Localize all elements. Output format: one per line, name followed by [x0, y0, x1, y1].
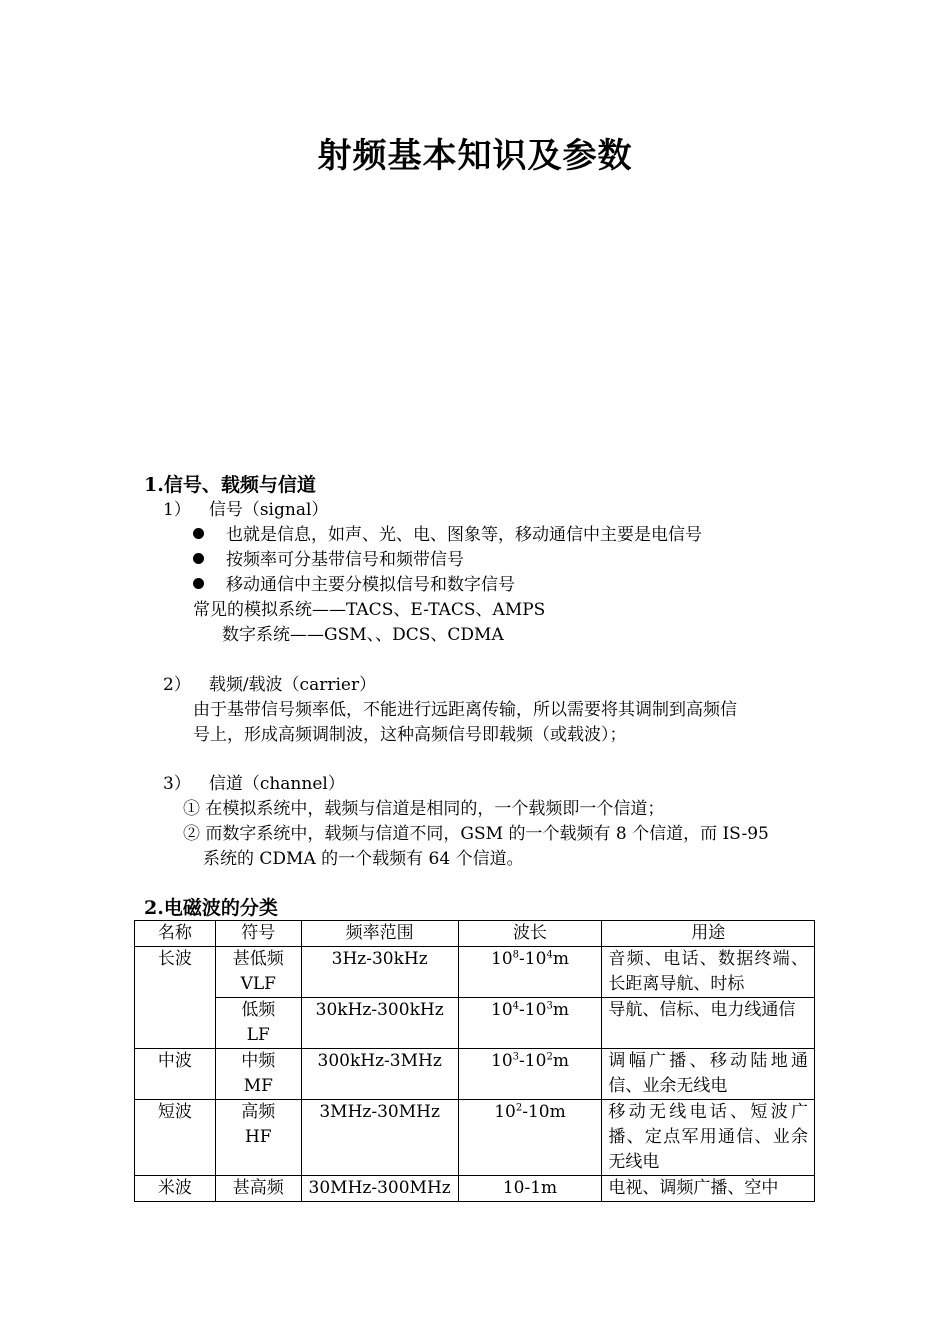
usage-cell: 音频、电话、数据终端、长距离导航、时标: [602, 947, 815, 998]
section1-heading: 1.信号、载频与信道: [144, 474, 316, 496]
item3-label: 信道（channel）: [208, 774, 345, 794]
table-row: [135, 1100, 815, 1176]
item2-heading: [163, 674, 376, 696]
section2-heading: 2.电磁波的分类: [144, 897, 278, 919]
frequency-cell: 3MHz-30MHz: [301, 1100, 458, 1176]
usage-cell: 导航、信标、电力线通信: [602, 998, 815, 1049]
item2-text-line: 号上，形成高频调制波，这种高频信号即载频（或载波）；: [193, 725, 627, 745]
table-row: [135, 1176, 815, 1202]
symbol-cell: 高频 HF: [215, 1100, 301, 1176]
bullet-item: [193, 524, 702, 546]
wave-classification-table: [134, 920, 815, 1202]
bullet-icon: [193, 528, 204, 539]
frequency-cell: 300kHz-3MHz: [301, 1049, 458, 1100]
symbol-cell: 中频 MF: [215, 1049, 301, 1100]
item1-label: 信号（signal）: [208, 500, 329, 520]
table-header-row: [135, 921, 815, 947]
item3-point-continued: 系统的 CDMA 的一个载频有 64 个信道。: [203, 849, 524, 869]
digital-systems-line: 数字系统——GSM、、DCS、CDMA: [222, 625, 504, 645]
wavelength-cell: $10^2-10m$: [458, 1100, 602, 1176]
usage-cell: 电视、调频广播、空中: [602, 1176, 815, 1202]
frequency-cell: 3Hz-30kHz: [301, 947, 458, 998]
bullet-icon: [193, 553, 204, 564]
frequency-cell: 30kHz-300kHz: [301, 998, 458, 1049]
column-header: 波长: [458, 921, 602, 947]
usage-cell: 移动无线电话、短波广播、定点军用通信、业余无线电: [602, 1100, 815, 1176]
frequency-cell: 30MHz-300MHz: [301, 1176, 458, 1202]
band-name-cell: 米波: [135, 1176, 216, 1202]
symbol-cell: 低频 LF: [215, 998, 301, 1049]
bullet-text: 也就是信息，如声、光、电、图象等，移动通信中主要是电信号: [226, 525, 702, 545]
item3-point: ① 在模拟系统中，载频与信道是相同的，一个载频即一个信道；: [183, 799, 665, 819]
bullet-text: 按频率可分基带信号和频带信号: [226, 550, 464, 570]
item3-number: 3）: [163, 774, 191, 794]
usage-cell: 调幅广播、移动陆地通信、业余无线电: [602, 1049, 815, 1100]
bullet-icon: [193, 578, 204, 589]
column-header: 名称: [135, 921, 216, 947]
table-row: [135, 1049, 815, 1100]
bullet-item: [193, 549, 464, 571]
symbol-cell: 甚高频: [215, 1176, 301, 1202]
item2-number: 2）: [163, 675, 191, 695]
wavelength-cell: 10-1m: [458, 1176, 602, 1202]
bullet-text: 移动通信中主要分模拟信号和数字信号: [226, 575, 515, 595]
item1-heading: [163, 499, 328, 521]
item2-label: 载频/载波（carrier）: [208, 675, 377, 695]
table-row: [135, 998, 815, 1049]
table-row: [135, 947, 815, 998]
item3-heading: [163, 773, 345, 795]
wavelength-cell: $10^8-10^4m$: [458, 947, 602, 998]
band-name-cell: 长波: [135, 947, 216, 1049]
page-title: 射频基本知识及参数: [317, 136, 633, 176]
bullet-item: [193, 574, 515, 596]
column-header: 用途: [602, 921, 815, 947]
symbol-cell: 甚低频 VLF: [215, 947, 301, 998]
wavelength-cell: $10^3-10^2m$: [458, 1049, 602, 1100]
analog-systems-line: 常见的模拟系统——TACS、E-TACS、AMPS: [193, 600, 546, 620]
band-name-cell: 中波: [135, 1049, 216, 1100]
item3-point: ② 而数字系统中，载频与信道不同，GSM 的一个载频有 8 个信道，而 IS-95: [183, 824, 769, 844]
wavelength-cell: $10^4-10^3m$: [458, 998, 602, 1049]
column-header: 频率范围: [301, 921, 458, 947]
item2-text-line: 由于基带信号频率低，不能进行远距离传输，所以需要将其调制到高频信: [193, 700, 737, 720]
column-header: 符号: [215, 921, 301, 947]
band-name-cell: 短波: [135, 1100, 216, 1176]
item1-number: 1）: [163, 500, 191, 520]
